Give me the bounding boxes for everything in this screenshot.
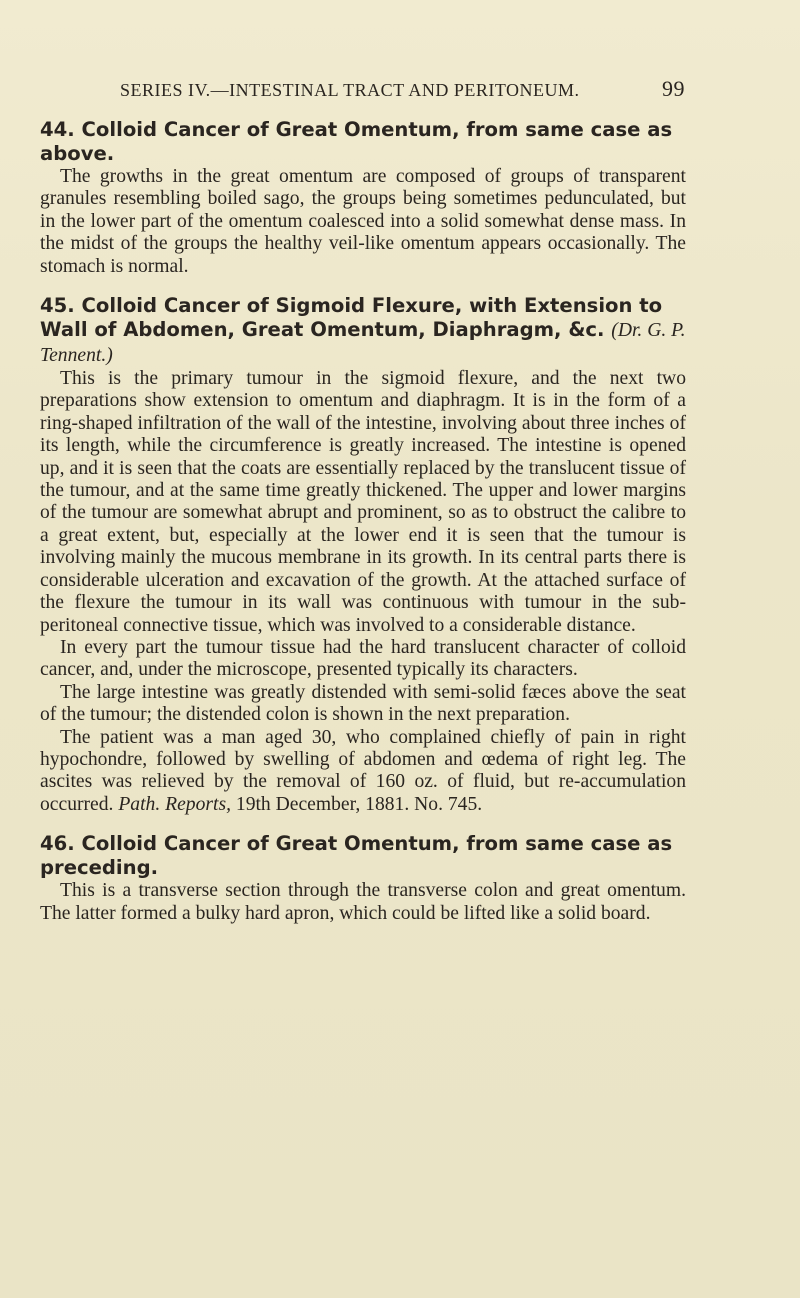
entry-paragraph xyxy=(40,727,686,817)
entry-reference-title: Path. Reports, xyxy=(118,793,231,815)
entry-45 xyxy=(40,294,686,816)
entry-paragraph: The growths in the great omentum are composed of groups of transparent granules resembling boiled sago, the groups being sometimes pedunculated, but in the lower part of the omentum coalesced into a solid somewhat dense mass. In the midst of the groups the healthy veil-like omentum appears occasionally. The stomach is normal. xyxy=(40,166,686,277)
entry-paragraph: In every part the tumour tissue had the hard translucent character of colloid cancer, and, under the microscope, presented typically its characters. xyxy=(40,636,686,681)
entry-heading xyxy=(40,832,686,880)
entry-heading xyxy=(40,294,686,368)
entry-reference-detail: 19th December, 1881. No. 745. xyxy=(231,793,483,815)
entry-46 xyxy=(40,832,686,925)
body-text xyxy=(40,118,686,925)
entry-heading xyxy=(40,118,686,166)
entry-title: Colloid Cancer of Great Omentum, from same case as preceding. xyxy=(40,832,673,880)
entry-paragraph: The large intestine was greatly distended with semi-solid fæces above the seat of the tumour; the distended colon is shown in the next preparation. xyxy=(40,681,686,726)
entry-number: 45. xyxy=(40,294,75,318)
entry-paragraph: This is the primary tumour in the sigmoid flexure, and the next two preparations show extension to omentum and diaphragm. It is in the form of a ring-shaped infiltration of the wall of the intestine, involving about three inches of its length, while the circumference is greatly increased. The intestine is opened up, and it is seen that the coats are essentially replaced by the translucent tissue of the tumour, and at the same time greatly thickened. The upper and lower margins of the tumour are somewhat abrupt and prominent, so as to obstruct the calibre to a great extent, but, especially at the lower end it is seen that the tumour is involving mainly the mucous membrane in its growth. In its central parts there is considerable ulceration and excavation of the growth. At the attached surface of the flexure the tumour in its wall was continuous with tumour in the sub-peritoneal connective tissue, which was involved to a considerable distance. xyxy=(40,368,686,636)
entry-title: Colloid Cancer of Sigmoid Flexure, with Extension to Wall of Abdomen, Great Omentum, Diaphragm, &c. xyxy=(40,294,663,342)
running-head xyxy=(120,76,685,106)
entry-44 xyxy=(40,118,686,278)
entry-title: Colloid Cancer of Great Omentum, from same case as above. xyxy=(40,118,673,165)
entry-paragraph: This is a transverse section through the transverse colon and great omentum. The latter formed a bulky hard apron, which could be lifted like a solid board. xyxy=(40,880,686,924)
running-title: SERIES IV.—INTESTINAL TRACT AND PERITONEUM. xyxy=(120,80,580,100)
entry-number: 44. xyxy=(40,118,75,141)
entry-paragraph-text: The patient was a man aged 30, who complained chiefly of pain in right hypochondre, followed by swelling of abdomen and œdema of right leg. The ascites was relieved by the removal of 160 oz. of fluid, but re-accumulation occurred. xyxy=(40,726,686,815)
page-number: 99 xyxy=(662,76,685,101)
entry-credit: (Dr. G. P. Tennent.) xyxy=(40,320,686,367)
entry-number: 46. xyxy=(40,832,75,856)
